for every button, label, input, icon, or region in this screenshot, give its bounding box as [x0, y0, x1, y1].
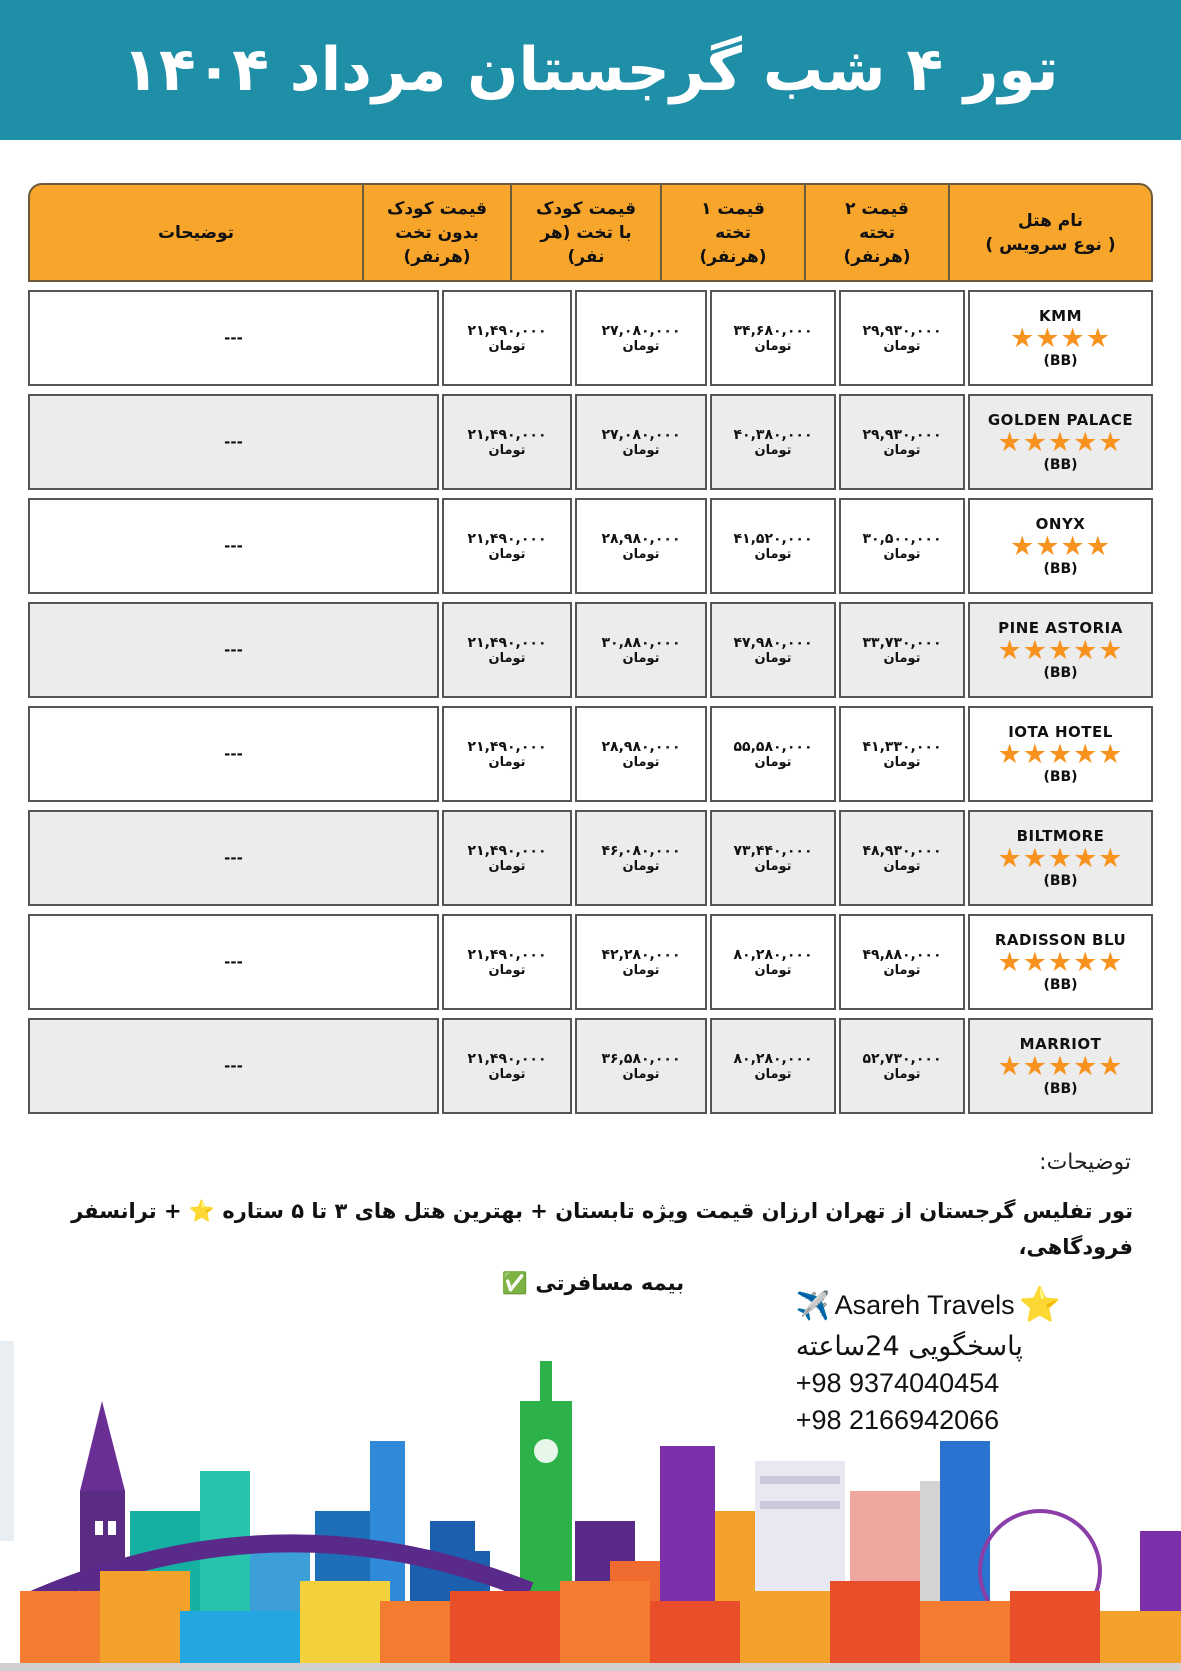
price-single: ۸۰,۲۸۰,۰۰۰: [733, 1050, 813, 1067]
child-with-bed-cell: [575, 810, 707, 906]
notes-line-1: تور تفلیس گرجستان از تهران ارزان قیمت ویژه تابستان + بهترین هتل های ۳ تا ۵ ستاره ⭐ + ترانسفر فرودگاهی،: [71, 1199, 1133, 1259]
service-type: (BB): [1043, 977, 1078, 993]
currency-label: تومان: [754, 962, 792, 978]
currency-label: تومان: [754, 754, 792, 770]
star-rating: ★★★★★: [997, 427, 1124, 458]
child-no-bed-cell: [442, 706, 572, 802]
price-single-cell: [710, 914, 836, 1010]
row-notes: ---: [224, 953, 243, 971]
child-with-bed-cell: [575, 498, 707, 594]
price-single: ۴۱,۵۲۰,۰۰۰: [733, 530, 813, 547]
header-price-single: قیمت ۱ تخته (هرنفر): [660, 185, 804, 280]
currency-label: تومان: [883, 338, 921, 354]
price-single: ۵۵,۵۸۰,۰۰۰: [733, 738, 813, 755]
price-double: ۲۹,۹۳۰,۰۰۰: [862, 426, 942, 443]
notes-cell: [28, 394, 439, 490]
hotel-name: IOTA HOTEL: [1008, 723, 1113, 741]
notes-cell: [28, 914, 439, 1010]
price-double-cell: [839, 914, 965, 1010]
header-hotel: نام هتل ( نوع سرویس ): [948, 185, 1151, 280]
child-with-bed-cell: [575, 1018, 707, 1114]
service-type: (BB): [1043, 873, 1078, 889]
child-with-bed-cell: [575, 914, 707, 1010]
price-child-no-bed: ۲۱,۴۹۰,۰۰۰: [467, 530, 547, 547]
table-row: [28, 602, 1153, 698]
support-hours: پاسخگویی 24ساعته: [795, 1331, 1023, 1362]
child-no-bed-cell: [442, 602, 572, 698]
price-double: ۳۰,۵۰۰,۰۰۰: [862, 530, 942, 547]
currency-label: تومان: [622, 442, 660, 458]
service-type: (BB): [1043, 665, 1078, 681]
notes-title: توضیحات:: [1039, 1150, 1131, 1175]
currency-label: تومان: [754, 858, 792, 874]
price-child-no-bed: ۲۱,۴۹۰,۰۰۰: [467, 426, 547, 443]
hotel-name: MARRIOT: [1019, 1035, 1102, 1053]
price-single-cell: [710, 498, 836, 594]
airplane-icon: ✈️: [795, 1289, 831, 1321]
price-single-cell: [710, 810, 836, 906]
notes-cell: [28, 602, 439, 698]
notes-cell: [28, 706, 439, 802]
service-type: (BB): [1043, 457, 1078, 473]
notes-cell: [28, 498, 439, 594]
row-notes: ---: [224, 745, 243, 763]
price-single: ۸۰,۲۸۰,۰۰۰: [733, 946, 813, 963]
price-child-with-bed: ۴۲,۲۸۰,۰۰۰: [601, 946, 681, 963]
price-single-cell: [710, 290, 836, 386]
hotel-name: RADISSON BLU: [994, 931, 1127, 949]
star-rating: ★★★★★: [997, 635, 1124, 666]
phone-landline[interactable]: +98 2166942066: [795, 1405, 1000, 1435]
price-double: ۵۲,۷۳۰,۰۰۰: [862, 1050, 942, 1067]
price-double: ۲۹,۹۳۰,۰۰۰: [862, 322, 942, 339]
price-table: [28, 183, 1153, 1122]
star-rating: ★★★★★: [997, 739, 1124, 770]
table-row: [28, 394, 1153, 490]
child-with-bed-cell: [575, 394, 707, 490]
currency-label: تومان: [622, 962, 660, 978]
currency-label: تومان: [488, 338, 526, 354]
price-child-no-bed: ۲۱,۴۹۰,۰۰۰: [467, 842, 547, 859]
star-icon: ⭐: [1018, 1286, 1061, 1324]
price-single-cell: [710, 394, 836, 490]
star-rating: ★★★★★: [997, 843, 1124, 874]
currency-label: تومان: [883, 650, 921, 666]
price-child-with-bed: ۲۸,۹۸۰,۰۰۰: [601, 530, 681, 547]
child-with-bed-cell: [575, 290, 707, 386]
price-single-cell: [710, 1018, 836, 1114]
price-double: ۴۸,۹۳۰,۰۰۰: [862, 842, 942, 859]
row-notes: ---: [224, 537, 243, 555]
currency-label: تومان: [622, 650, 660, 666]
title-banner: [0, 0, 1181, 140]
currency-label: تومان: [883, 1066, 921, 1082]
child-with-bed-cell: [575, 602, 707, 698]
currency-label: تومان: [754, 338, 792, 354]
notes-cell: [28, 1018, 439, 1114]
service-type: (BB): [1043, 1081, 1078, 1097]
hotel-cell: [968, 498, 1153, 594]
service-type: (BB): [1043, 561, 1078, 577]
star-rating: ★★★★: [1010, 531, 1111, 562]
row-notes: ---: [224, 329, 243, 347]
currency-label: تومان: [883, 546, 921, 562]
currency-label: تومان: [488, 962, 526, 978]
star-rating: ★★★★★: [997, 947, 1124, 978]
header-price-double: قیمت ۲ تخته (هرنفر): [804, 185, 948, 280]
price-child-with-bed: ۲۷,۰۸۰,۰۰۰: [601, 322, 681, 339]
currency-label: تومان: [754, 650, 792, 666]
table-row: [28, 290, 1153, 386]
hotel-name: ONYX: [1035, 515, 1086, 533]
currency-label: تومان: [754, 1066, 792, 1082]
price-child-no-bed: ۲۱,۴۹۰,۰۰۰: [467, 738, 547, 755]
star-rating: ★★★★: [1010, 323, 1111, 354]
currency-label: تومان: [883, 858, 921, 874]
hotel-cell: [968, 914, 1153, 1010]
currency-label: تومان: [883, 962, 921, 978]
child-no-bed-cell: [442, 290, 572, 386]
hotel-cell: [968, 602, 1153, 698]
price-child-with-bed: ۳۰,۸۸۰,۰۰۰: [601, 634, 681, 651]
table-row: [28, 1018, 1153, 1114]
table-row: [28, 914, 1153, 1010]
table-row: [28, 810, 1153, 906]
hotel-cell: [968, 706, 1153, 802]
price-double-cell: [839, 706, 965, 802]
price-child-with-bed: ۲۸,۹۸۰,۰۰۰: [601, 738, 681, 755]
child-no-bed-cell: [442, 810, 572, 906]
price-single: ۴۰,۳۸۰,۰۰۰: [733, 426, 813, 443]
header-notes: توضیحات: [157, 222, 235, 243]
price-child-with-bed: ۳۶,۵۸۰,۰۰۰: [601, 1050, 681, 1067]
child-with-bed-cell: [575, 706, 707, 802]
currency-label: تومان: [488, 1066, 526, 1082]
hotel-name: BILTMORE: [1016, 827, 1105, 845]
currency-label: تومان: [622, 1066, 660, 1082]
header-child-with-bed: قیمت کودک با تخت (هر نفر): [510, 185, 660, 280]
table-row: [28, 498, 1153, 594]
price-double: ۳۳,۷۳۰,۰۰۰: [862, 634, 942, 651]
page-title: تور ۴ شب گرجستان مرداد ۱۴۰۴: [122, 35, 1059, 105]
price-double-cell: [839, 498, 965, 594]
price-double-cell: [839, 290, 965, 386]
brand-name: Asareh Travels: [834, 1289, 1015, 1320]
price-single: ۴۷,۹۸۰,۰۰۰: [733, 634, 813, 651]
currency-label: تومان: [883, 442, 921, 458]
price-double-cell: [839, 394, 965, 490]
notes-line-2: بیمه مسافرتی ✅: [501, 1271, 685, 1295]
table-row: [28, 706, 1153, 802]
currency-label: تومان: [622, 338, 660, 354]
hotel-cell: [968, 810, 1153, 906]
currency-label: تومان: [622, 858, 660, 874]
price-child-no-bed: ۲۱,۴۹۰,۰۰۰: [467, 946, 547, 963]
hotel-cell: [968, 1018, 1153, 1114]
hotel-name: PINE ASTORIA: [998, 619, 1123, 637]
table-body: [28, 290, 1153, 1114]
hotel-name: GOLDEN PALACE: [987, 411, 1134, 429]
brand: [796, 1285, 1061, 1325]
price-double: ۴۱,۳۳۰,۰۰۰: [862, 738, 942, 755]
city-skyline-illustration: [0, 1341, 1181, 1671]
price-single-cell: [710, 602, 836, 698]
currency-label: تومان: [754, 442, 792, 458]
price-child-with-bed: ۴۶,۰۸۰,۰۰۰: [601, 842, 681, 859]
row-notes: ---: [224, 849, 243, 867]
row-notes: ---: [224, 641, 243, 659]
price-child-no-bed: ۲۱,۴۹۰,۰۰۰: [467, 634, 547, 651]
currency-label: تومان: [488, 754, 526, 770]
price-child-with-bed: ۲۷,۰۸۰,۰۰۰: [601, 426, 681, 443]
currency-label: تومان: [488, 858, 526, 874]
price-double-cell: [839, 810, 965, 906]
phone-mobile[interactable]: +98 9374040454: [795, 1368, 1000, 1398]
price-child-no-bed: ۲۱,۴۹۰,۰۰۰: [467, 322, 547, 339]
currency-label: تومان: [622, 546, 660, 562]
notes-cell: [28, 290, 439, 386]
price-double-cell: [839, 602, 965, 698]
child-no-bed-cell: [442, 498, 572, 594]
child-no-bed-cell: [442, 394, 572, 490]
service-type: (BB): [1043, 769, 1078, 785]
row-notes: ---: [224, 433, 243, 451]
currency-label: تومان: [622, 754, 660, 770]
star-rating: ★★★★★: [997, 1051, 1124, 1082]
price-single-cell: [710, 706, 836, 802]
price-child-no-bed: ۲۱,۴۹۰,۰۰۰: [467, 1050, 547, 1067]
currency-label: تومان: [883, 754, 921, 770]
child-no-bed-cell: [442, 1018, 572, 1114]
price-single: ۷۳,۴۴۰,۰۰۰: [733, 842, 813, 859]
currency-label: تومان: [754, 546, 792, 562]
notes-cell: [28, 810, 439, 906]
hotel-cell: [968, 290, 1153, 386]
header-child-no-bed: قیمت کودک بدون تخت (هرنفر): [362, 185, 510, 280]
currency-label: تومان: [488, 442, 526, 458]
table-header: [28, 183, 1153, 282]
service-type: (BB): [1043, 353, 1078, 369]
hotel-cell: [968, 394, 1153, 490]
child-no-bed-cell: [442, 914, 572, 1010]
hotel-name: KMM: [1039, 307, 1082, 325]
price-double-cell: [839, 1018, 965, 1114]
currency-label: تومان: [488, 650, 526, 666]
price-double: ۴۹,۸۸۰,۰۰۰: [862, 946, 942, 963]
row-notes: ---: [224, 1057, 243, 1075]
currency-label: تومان: [488, 546, 526, 562]
price-single: ۳۴,۶۸۰,۰۰۰: [733, 322, 813, 339]
